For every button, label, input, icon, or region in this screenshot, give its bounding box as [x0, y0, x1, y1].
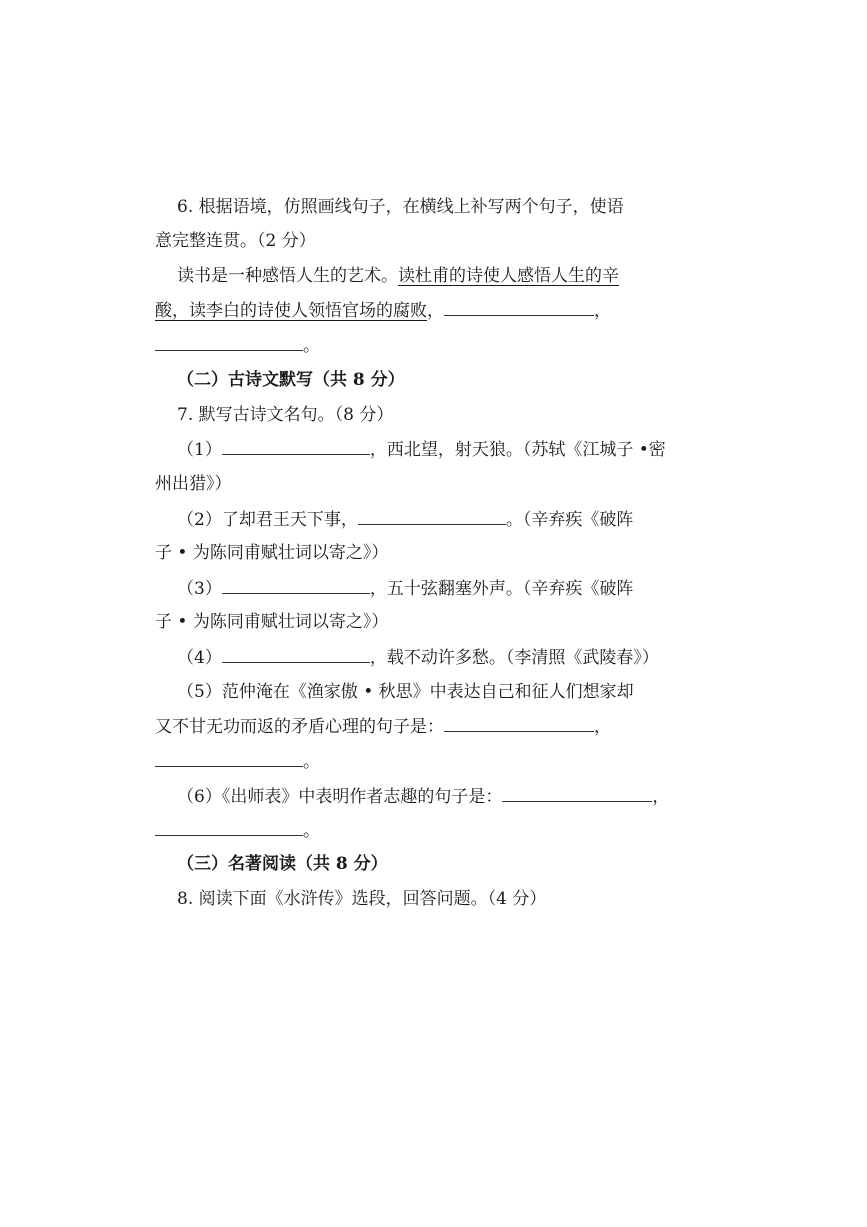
- section-3-title: （三）名著阅读（共 8 分）: [177, 854, 388, 874]
- q7-item-3: [177, 577, 737, 600]
- q7-item-1-text: ，西北望，射天狼。（苏轼《江城子 •密: [369, 440, 666, 460]
- q6-comma-1: ，: [427, 301, 444, 321]
- q7-item-5-blank-1[interactable]: [444, 715, 594, 732]
- q7-item-5-line3: [155, 750, 715, 773]
- q6-period: 。: [303, 336, 320, 356]
- q6-line4: [155, 299, 715, 322]
- q6-line5: [155, 334, 715, 357]
- q7-item-2-cont: 子 • 为陈同甫赋壮词以寄之》）: [155, 543, 389, 563]
- q7-item-4-text: ，载不动许多愁。（李清照《武陵春》）: [369, 648, 659, 668]
- q7-item-3-prefix: （3）: [177, 579, 222, 599]
- q7-item-6-line1: [177, 785, 737, 808]
- q7-item-1-blank[interactable]: [222, 438, 370, 455]
- q7-item-1-cont: 州出猎》）: [155, 474, 232, 494]
- q6-line2: 意完整连贯。（2 分）: [155, 231, 316, 251]
- q6-plain-text: 读书是一种感悟人生的艺术。: [177, 266, 398, 286]
- q6-underlined-text-1: 读杜甫的诗使人感悟人生的辛: [398, 266, 619, 286]
- q7-item-2-blank[interactable]: [358, 508, 506, 525]
- q7-item-3-text: ，五十弦翻塞外声。（辛弃疾《破阵: [369, 579, 634, 599]
- q7-item-1-prefix: （1）: [177, 440, 222, 460]
- q6-answer-blank-2[interactable]: [155, 334, 303, 351]
- q7-item-5-line2: [155, 715, 715, 738]
- q7-item-3-blank[interactable]: [222, 577, 370, 594]
- q6-underlined-text-2: 酸，读李白的诗使人领悟官场的腐败: [155, 301, 427, 321]
- q7-item-4: [177, 646, 737, 669]
- q7-item-2-prefix: （2）了却君王天下事，: [177, 510, 358, 530]
- q7-item-6-line2: [155, 819, 715, 842]
- q7-item-6-period: 。: [303, 821, 320, 841]
- q7-item-5-blank-2[interactable]: [155, 750, 303, 767]
- q7-item-6-text: （6）《出师表》中表明作者志趣的句子是：: [177, 787, 503, 807]
- q7-item-5-text: 又不甘无功而返的矛盾心理的句子是：: [155, 717, 444, 737]
- q8-title: 8. 阅读下面《水浒传》选段，回答问题。（4 分）: [177, 889, 547, 909]
- q6-answer-blank-1[interactable]: [444, 299, 594, 316]
- q6-comma-2: ，: [594, 301, 611, 321]
- q6-line1: 6. 根据语境，仿照画线句子，在横线上补写两个句子，使语: [177, 197, 624, 217]
- q6-line3: [177, 265, 737, 287]
- q7-item-3-cont: 子 • 为陈同甫赋壮词以寄之》）: [155, 612, 389, 632]
- q7-item-6-comma: ，: [652, 787, 670, 807]
- q7-item-5-line1: （5）范仲淹在《渔家傲 • 秋思》中表达自己和征人们想家却: [177, 682, 634, 702]
- q7-item-5-period: 。: [303, 752, 320, 772]
- q7-item-6-blank-2[interactable]: [155, 819, 303, 836]
- q7-item-2-text: 。（辛弃疾《破阵: [505, 510, 634, 530]
- q7-item-5-comma: ，: [594, 717, 611, 737]
- q7-item-2: [177, 508, 737, 531]
- q7-item-1: [177, 438, 737, 461]
- q7-item-4-blank[interactable]: [222, 646, 370, 663]
- section-2-title: （二）古诗文默写（共 8 分）: [177, 370, 405, 390]
- q7-item-4-prefix: （4）: [177, 648, 222, 668]
- q7-item-6-blank-1[interactable]: [502, 785, 652, 802]
- q7-title: 7. 默写古诗文名句。（8 分）: [177, 405, 394, 425]
